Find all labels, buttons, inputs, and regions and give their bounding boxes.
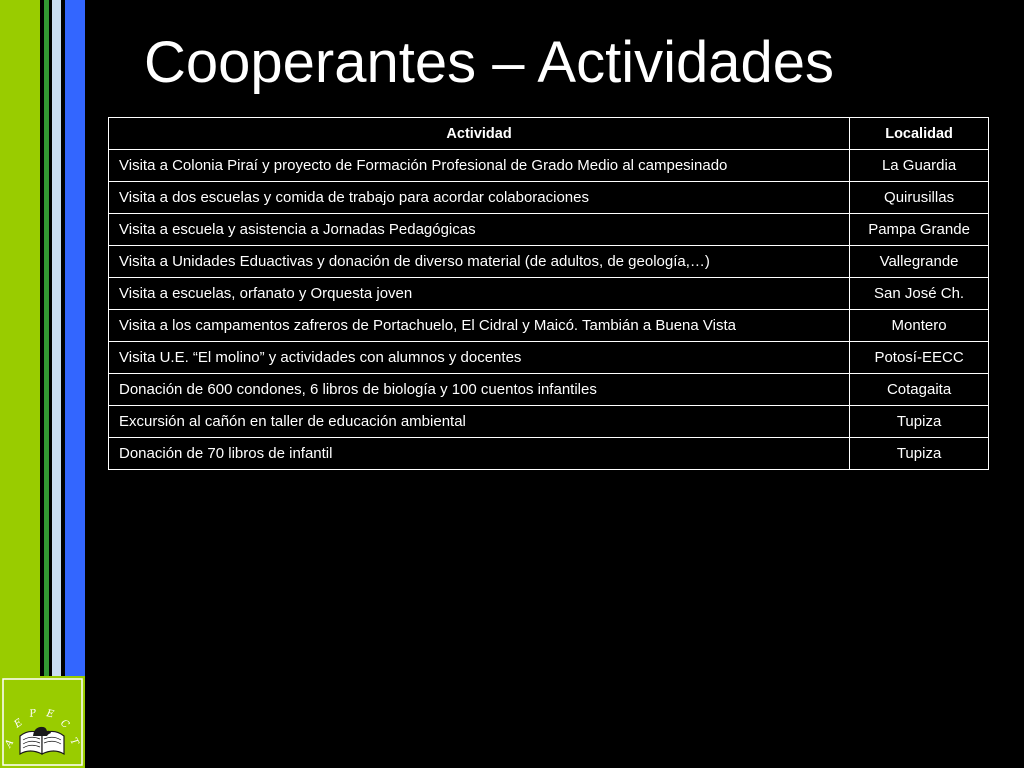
location-cell: Cotagaita xyxy=(850,374,989,406)
stripe-lime xyxy=(0,0,40,676)
logo-letter: T xyxy=(67,736,81,748)
logo-letter: P xyxy=(28,707,38,720)
stripe-pale-blue xyxy=(52,0,61,676)
table-header-row xyxy=(109,118,989,150)
open-book-logo-icon xyxy=(0,676,85,768)
table-row xyxy=(109,150,989,182)
activity-cell: Visita a los campamentos zafreros de Portachuelo, El Cidral y Maicó. Tambián a Buena Vista xyxy=(109,310,850,342)
table-row xyxy=(109,406,989,438)
header-activity: Actividad xyxy=(109,118,850,150)
logo-letter: E xyxy=(45,708,55,721)
aepect-logo xyxy=(0,676,85,768)
activity-cell: Visita a dos escuelas y comida de trabajo para acordar colaboraciones xyxy=(109,182,850,214)
location-cell: Tupiza xyxy=(850,406,989,438)
logo-letter: A xyxy=(3,737,17,750)
activity-cell: Visita a Colonia Piraí y proyecto de Formación Profesional de Grado Medio al campesinado xyxy=(109,150,850,182)
location-cell: San José Ch. xyxy=(850,278,989,310)
activity-cell: Donación de 70 libros de infantil xyxy=(109,438,850,470)
table-row xyxy=(109,246,989,278)
header-location: Localidad xyxy=(850,118,989,150)
activity-cell: Visita a Unidades Eduactivas y donación de diverso material (de adultos, de geología,…) xyxy=(109,246,850,278)
activity-cell: Visita a escuela y asistencia a Jornadas Pedagógicas xyxy=(109,214,850,246)
stripe-blue xyxy=(65,0,85,676)
table-row xyxy=(109,182,989,214)
location-cell: Quirusillas xyxy=(850,182,989,214)
table-row xyxy=(109,278,989,310)
activities-table xyxy=(108,117,989,470)
location-cell: La Guardia xyxy=(850,150,989,182)
page-title: Cooperantes – Actividades xyxy=(144,30,834,95)
location-cell: Pampa Grande xyxy=(850,214,989,246)
activity-cell: Visita a escuelas, orfanato y Orquesta joven xyxy=(109,278,850,310)
activity-cell: Visita U.E. “El molino” y actividades con alumnos y docentes xyxy=(109,342,850,374)
activity-cell: Donación de 600 condones, 6 libros de biología y 100 cuentos infantiles xyxy=(109,374,850,406)
activity-cell: Excursión al cañón en taller de educación ambiental xyxy=(109,406,850,438)
table-row xyxy=(109,310,989,342)
table-row xyxy=(109,374,989,406)
location-cell: Montero xyxy=(850,310,989,342)
logo-letter: C xyxy=(58,717,71,732)
logo-letter: E xyxy=(12,717,25,731)
location-cell: Potosí-EECC xyxy=(850,342,989,374)
location-cell: Vallegrande xyxy=(850,246,989,278)
table-row xyxy=(109,342,989,374)
table-row xyxy=(109,214,989,246)
location-cell: Tupiza xyxy=(850,438,989,470)
table-row xyxy=(109,438,989,470)
